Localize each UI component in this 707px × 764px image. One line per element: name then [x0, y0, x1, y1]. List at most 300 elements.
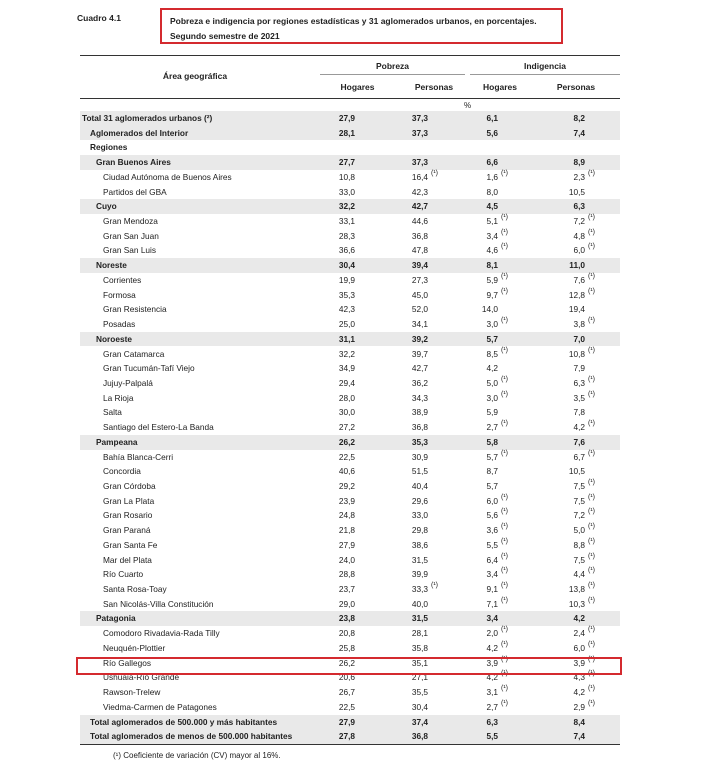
cell-ih: 4,2	[486, 363, 498, 374]
cell-ip: 3,9	[573, 657, 585, 668]
cell-ph: 25,8	[338, 642, 355, 653]
table-row	[80, 553, 620, 568]
cell-ph: 30,0	[338, 407, 355, 418]
table-row	[80, 140, 620, 155]
cell-pp: 35,3	[411, 436, 428, 447]
cv-marker: (¹)	[501, 228, 508, 236]
table-row	[80, 273, 620, 288]
cell-ip: 7,5	[573, 554, 585, 565]
cell-ih: 5,6	[486, 510, 498, 521]
cv-marker: (¹)	[501, 390, 508, 398]
table-row	[80, 435, 620, 450]
cell-pp: 39,9	[411, 569, 428, 580]
row-label: Neuquén-Plottier	[103, 642, 166, 653]
cell-ih: 3,4	[486, 569, 498, 580]
cell-ih: 5,0	[486, 377, 498, 388]
cv-marker: (¹)	[501, 214, 508, 222]
cell-ih: 2,0	[486, 628, 498, 639]
row-label: Noreste	[96, 260, 127, 271]
row-label: Total aglomerados de menos de 500.000 habitantes	[90, 731, 293, 742]
row-label: Gran Santa Fe	[103, 539, 158, 550]
cv-marker: (¹)	[588, 552, 595, 560]
row-label: Santiago del Estero-La Banda	[103, 422, 214, 433]
cell-pp: 16,4	[411, 171, 428, 182]
row-label: Santa Rosa-Toay	[103, 584, 167, 595]
cv-marker: (¹)	[588, 655, 595, 663]
cv-marker: (¹)	[501, 685, 508, 693]
cv-marker: (¹)	[588, 287, 595, 295]
footnote: (¹) Coeficiente de variación (CV) mayor al 16%.	[113, 751, 281, 760]
cv-marker: (¹)	[501, 582, 508, 590]
cell-ip: 4,2	[573, 422, 585, 433]
table-row	[80, 332, 620, 347]
cell-ip: 12,8	[568, 289, 585, 300]
cv-marker: (¹)	[501, 655, 508, 663]
cell-ph: 27,9	[338, 539, 355, 550]
table-row	[80, 611, 620, 626]
cell-pp: 37,3	[411, 127, 428, 138]
row-label: Ushuaia-Río Grande	[103, 672, 180, 683]
cell-ip: 7,2	[573, 510, 585, 521]
cv-marker: (¹)	[501, 272, 508, 280]
cv-marker: (¹)	[501, 670, 508, 678]
cell-ip: 10,5	[568, 186, 585, 197]
cv-marker: (¹)	[501, 449, 508, 457]
cv-marker: (¹)	[588, 582, 595, 590]
cell-ip: 7,5	[573, 481, 585, 491]
row-label: Comodoro Rivadavia-Rada Tilly	[103, 628, 220, 639]
cell-ih: 9,1	[486, 584, 498, 595]
cell-pp: 39,4	[411, 260, 428, 271]
cell-ih: 4,2	[486, 672, 498, 683]
cell-ip: 7,4	[573, 127, 585, 138]
cell-ip: 10,8	[568, 348, 585, 359]
cell-ip: 7,2	[573, 216, 585, 227]
cell-ph: 27,2	[338, 422, 355, 433]
cell-pp: 52,0	[411, 304, 428, 315]
row-label: Partidos del GBA	[103, 186, 167, 197]
table-row	[80, 405, 620, 420]
table-row	[80, 567, 620, 582]
cell-ip: 6,3	[573, 201, 585, 212]
table-row	[80, 317, 620, 332]
cv-marker: (¹)	[588, 272, 595, 280]
table-row	[80, 288, 620, 303]
cell-ih: 5,9	[486, 274, 498, 285]
row-label: Mar del Plata	[103, 554, 152, 565]
cell-ph: 28,8	[338, 569, 355, 580]
table-row	[80, 214, 620, 229]
table-row	[80, 347, 620, 362]
cv-marker: (¹)	[501, 169, 508, 177]
cell-pp: 29,8	[411, 525, 428, 536]
table-row	[80, 626, 620, 641]
cv-marker: (¹)	[431, 582, 438, 590]
table-row	[80, 243, 620, 258]
cell-ip: 7,8	[573, 407, 585, 418]
cell-ih: 5,8	[486, 436, 498, 447]
cell-ip: 4,8	[573, 230, 585, 241]
indigencia-rule	[470, 74, 620, 75]
cell-pp: 42,7	[411, 201, 428, 212]
table-row	[80, 685, 620, 700]
cell-pp: 36,2	[411, 377, 428, 388]
cv-marker: (¹)	[431, 169, 438, 177]
table-row	[80, 170, 620, 185]
cell-ip: 13,8	[568, 584, 585, 595]
cell-ph: 40,6	[338, 466, 355, 477]
table-row	[80, 538, 620, 553]
header-indigencia: Indigencia	[523, 61, 567, 71]
row-label: Gran Paraná	[103, 525, 151, 536]
row-label: Ciudad Autónoma de Buenos Aires	[103, 171, 232, 182]
cell-ih: 8,5	[486, 348, 498, 359]
row-label: Rawson-Trelew	[103, 687, 161, 698]
table-row	[80, 302, 620, 317]
cell-ph: 27,9	[338, 113, 355, 123]
cell-ph: 24,8	[338, 510, 355, 521]
cv-marker: (¹)	[501, 420, 508, 428]
cell-ih: 6,4	[486, 554, 498, 565]
cell-pp: 39,7	[411, 348, 428, 359]
table-row	[80, 361, 620, 376]
cv-marker: (¹)	[501, 596, 508, 604]
cell-ip: 7,4	[573, 731, 585, 742]
cell-ip: 2,9	[573, 701, 585, 712]
cell-ih: 5,6	[486, 127, 498, 138]
cell-ph: 23,9	[338, 495, 355, 506]
cell-pp: 45,0	[411, 289, 428, 300]
cell-ih: 5,7	[486, 333, 498, 344]
cell-ph: 29,4	[338, 377, 355, 388]
cell-pp: 35,1	[411, 657, 428, 668]
table-row	[80, 729, 620, 744]
cell-pp: 33,0	[411, 510, 428, 521]
cell-ih: 5,1	[486, 216, 498, 227]
row-label: Regiones	[90, 142, 128, 153]
table-row	[80, 155, 620, 170]
cell-pp: 28,1	[411, 628, 428, 639]
cell-ip: 8,4	[573, 716, 585, 727]
cv-marker: (¹)	[588, 169, 595, 177]
row-label: Noroeste	[96, 333, 132, 344]
cell-pp: 36,8	[411, 230, 428, 241]
cell-ip: 7,5	[573, 495, 585, 506]
cell-ph: 34,9	[338, 363, 355, 374]
cell-ph: 22,5	[338, 701, 355, 712]
cell-ih: 3,4	[486, 230, 498, 241]
row-label: Gran Catamarca	[103, 348, 165, 359]
cell-ip: 7,6	[573, 436, 585, 447]
cv-marker: (¹)	[588, 699, 595, 707]
cell-ip: 8,9	[573, 157, 585, 168]
cell-pp: 36,8	[411, 422, 428, 433]
table-row	[80, 420, 620, 435]
cell-ip: 7,9	[573, 363, 585, 374]
header-bottom-rule	[80, 98, 620, 99]
cell-pp: 33,3	[411, 584, 428, 595]
cv-marker: (¹)	[588, 375, 595, 383]
cell-ph: 26,2	[338, 657, 355, 668]
table-title-line2: Segundo semestre de 2021	[170, 31, 280, 41]
table-row	[80, 126, 620, 141]
cell-pp: 27,3	[411, 274, 428, 285]
cv-marker: (¹)	[588, 214, 595, 222]
cell-pp: 40,4	[411, 481, 428, 491]
header-pobreza-personas: Personas	[414, 82, 454, 92]
cell-ph: 21,8	[338, 525, 355, 536]
row-label: Río Gallegos	[103, 657, 151, 668]
cell-pp: 34,1	[411, 319, 428, 330]
cell-ph: 27,9	[338, 716, 355, 727]
row-label: Gran La Plata	[103, 495, 155, 506]
table-row	[80, 258, 620, 273]
cv-marker: (¹)	[588, 567, 595, 575]
table-row	[80, 111, 620, 126]
row-label: Gran Resistencia	[103, 304, 167, 315]
cell-ih: 2,7	[486, 422, 498, 433]
unit-percent: %	[464, 101, 472, 110]
cell-ip: 2,3	[573, 171, 585, 182]
cell-ph: 22,5	[338, 451, 355, 462]
cell-ip: 6,7	[573, 451, 585, 462]
cell-ph: 23,7	[338, 584, 355, 595]
cell-pp: 51,5	[411, 466, 428, 477]
cv-marker: (¹)	[588, 685, 595, 693]
table-row	[80, 479, 620, 494]
cell-ph: 33,0	[338, 186, 355, 197]
cv-marker: (¹)	[501, 552, 508, 560]
row-label: Viedma-Carmen de Patagones	[103, 701, 217, 712]
cell-ph: 42,3	[338, 304, 355, 315]
cell-ip: 7,0	[573, 333, 585, 344]
cell-ip: 4,2	[573, 687, 585, 698]
cv-marker: (¹)	[501, 626, 508, 634]
table-title-line1: Pobreza e indigencia por regiones estadísticas y 31 aglomerados urbanos, en porcentajes.	[170, 16, 537, 26]
row-label: Gran Córdoba	[103, 481, 156, 491]
cell-ph: 26,2	[338, 436, 355, 447]
row-label: Corrientes	[103, 274, 142, 285]
cv-marker: (¹)	[588, 537, 595, 545]
cell-pp: 37,3	[411, 157, 428, 168]
cell-ip: 4,4	[573, 569, 585, 580]
table-row	[80, 641, 620, 656]
row-label: Formosa	[103, 289, 136, 300]
row-label: Gran Mendoza	[103, 216, 158, 227]
table-row	[80, 715, 620, 730]
cv-marker: (¹)	[588, 420, 595, 428]
cell-pp: 39,2	[411, 333, 428, 344]
cell-ph: 36,6	[338, 245, 355, 256]
table-title-box	[160, 8, 563, 44]
table-row	[80, 464, 620, 479]
row-label: Jujuy-Palpalá	[103, 377, 153, 388]
cv-marker: (¹)	[501, 523, 508, 531]
row-label: Bahía Blanca-Cerri	[103, 451, 174, 462]
cell-ph: 35,3	[338, 289, 355, 300]
cell-ih: 14,0	[481, 304, 498, 315]
top-rule	[80, 55, 620, 56]
cell-ih: 2,7	[486, 701, 498, 712]
cell-ih: 4,6	[486, 245, 498, 256]
header-area: Área geográfica	[162, 71, 228, 81]
cell-ph: 29,2	[338, 481, 355, 491]
cv-marker: (¹)	[588, 640, 595, 648]
cv-marker: (¹)	[501, 567, 508, 575]
cv-marker: (¹)	[501, 375, 508, 383]
cell-ih: 3,4	[486, 613, 498, 624]
cell-ip: 11,0	[569, 260, 585, 271]
cv-marker: (¹)	[588, 670, 595, 678]
row-label: Gran San Luis	[103, 245, 157, 256]
cell-ih: 4,5	[486, 201, 498, 212]
cell-ih: 5,7	[486, 481, 498, 491]
cell-pp: 30,4	[411, 701, 428, 712]
cell-ih: 9,7	[486, 289, 498, 300]
table-row	[80, 700, 620, 715]
cell-ip: 8,2	[573, 113, 585, 123]
row-label: Pampeana	[96, 436, 138, 447]
cell-ph: 28,0	[338, 392, 355, 403]
cell-ph: 24,0	[338, 554, 355, 565]
row-label: Gran San Juan	[103, 230, 159, 241]
cell-ih: 3,0	[486, 392, 498, 403]
bottom-rule	[80, 744, 620, 745]
cv-marker: (¹)	[588, 479, 595, 486]
cell-ih: 7,1	[486, 598, 498, 609]
cv-marker: (¹)	[588, 626, 595, 634]
table-row	[80, 229, 620, 244]
cell-ph: 30,4	[338, 260, 355, 271]
cell-ih: 3,9	[486, 657, 498, 668]
cell-pp: 35,5	[411, 687, 428, 698]
cell-pp: 47,8	[411, 245, 428, 256]
cell-ih: 6,6	[486, 157, 498, 168]
cell-ph: 28,3	[338, 230, 355, 241]
cell-ph: 19,9	[338, 274, 355, 285]
cv-marker: (¹)	[501, 287, 508, 295]
cell-ip: 3,5	[573, 392, 585, 403]
cv-marker: (¹)	[501, 699, 508, 707]
cv-marker: (¹)	[588, 508, 595, 516]
cell-ip: 10,3	[568, 598, 585, 609]
cell-ih: 5,5	[486, 731, 498, 742]
cell-ih: 8,1	[486, 260, 498, 271]
cell-ph: 27,8	[338, 731, 355, 742]
cell-ph: 31,1	[338, 333, 355, 344]
cv-marker: (¹)	[588, 228, 595, 236]
cv-marker: (¹)	[588, 346, 595, 354]
table-row	[80, 391, 620, 406]
table-row	[80, 523, 620, 538]
cell-ph: 29,0	[338, 598, 355, 609]
cv-marker: (¹)	[588, 596, 595, 604]
cv-marker: (¹)	[501, 243, 508, 251]
cell-ip: 8,8	[573, 539, 585, 550]
cell-ph: 32,2	[338, 201, 355, 212]
cell-ip: 6,0	[573, 642, 585, 653]
row-label: Concordia	[103, 466, 141, 477]
header-indigencia-personas: Personas	[556, 82, 596, 92]
cell-ih: 6,0	[486, 495, 498, 506]
pobreza-rule	[320, 74, 465, 75]
cell-pp: 37,3	[411, 113, 428, 123]
table-number: Cuadro 4.1	[77, 13, 121, 23]
cv-marker: (¹)	[501, 346, 508, 354]
cell-pp: 44,6	[411, 216, 428, 227]
cv-marker: (¹)	[501, 493, 508, 501]
cv-marker: (¹)	[501, 317, 508, 325]
header-pobreza: Pobreza	[375, 61, 410, 71]
cv-marker: (¹)	[588, 523, 595, 531]
cell-ih: 5,5	[486, 539, 498, 550]
cv-marker: (¹)	[588, 493, 595, 501]
cv-marker: (¹)	[501, 537, 508, 545]
cell-ph: 25,0	[338, 319, 355, 330]
cell-ip: 4,2	[573, 613, 585, 624]
cell-pp: 31,5	[411, 554, 428, 565]
cell-ph: 20,6	[338, 672, 355, 683]
cell-ih: 3,0	[486, 319, 498, 330]
table-row	[80, 582, 620, 597]
cell-ih: 1,6	[486, 171, 498, 182]
cv-marker: (¹)	[588, 317, 595, 325]
cell-ph: 20,8	[338, 628, 355, 639]
cell-pp: 40,0	[411, 598, 428, 609]
cell-ip: 6,3	[573, 377, 585, 388]
table-row	[80, 376, 620, 391]
row-label: Total aglomerados de 500.000 y más habitantes	[90, 716, 278, 727]
cell-ip: 5,0	[573, 525, 585, 536]
row-label: Gran Tucumán-Tafí Viejo	[103, 363, 195, 374]
row-label: San Nicolás-Villa Constitución	[103, 598, 214, 609]
cell-ih: 4,2	[486, 642, 498, 653]
cell-ih: 3,1	[486, 687, 498, 698]
cell-ih: 3,6	[486, 525, 498, 536]
cell-pp: 36,8	[411, 731, 428, 742]
cell-pp: 38,6	[411, 539, 428, 550]
header-pobreza-hogares: Hogares	[340, 82, 375, 92]
cell-ip: 3,8	[573, 319, 585, 330]
row-label: Cuyo	[96, 201, 117, 212]
row-label: Río Cuarto	[103, 569, 144, 580]
header-indigencia-hogares: Hogares	[482, 82, 517, 92]
cell-pp: 38,9	[411, 407, 428, 418]
row-label: Posadas	[103, 319, 136, 330]
cell-ph: 23,8	[338, 613, 355, 624]
cell-ip: 7,6	[573, 274, 585, 285]
cv-marker: (¹)	[501, 508, 508, 516]
cell-pp: 31,5	[411, 613, 428, 624]
cell-ip: 2,4	[573, 628, 585, 639]
cv-marker: (¹)	[588, 243, 595, 251]
cell-ip: 6,0	[573, 245, 585, 256]
cell-ih: 6,1	[486, 113, 498, 123]
cell-ip: 19,4	[568, 304, 585, 315]
cv-marker: (¹)	[588, 390, 595, 398]
cell-pp: 37,4	[411, 716, 428, 727]
cell-ip: 4,3	[573, 672, 585, 683]
table-row	[80, 185, 620, 200]
cell-ih: 8,0	[486, 186, 498, 197]
cell-pp: 29,6	[411, 495, 428, 506]
row-label: Salta	[103, 407, 122, 418]
row-label: Gran Rosario	[103, 510, 153, 521]
row-label: Patagonia	[96, 613, 136, 624]
cell-pp: 27,1	[411, 672, 428, 683]
cell-ph: 27,7	[338, 157, 355, 168]
cell-pp: 42,3	[411, 186, 428, 197]
